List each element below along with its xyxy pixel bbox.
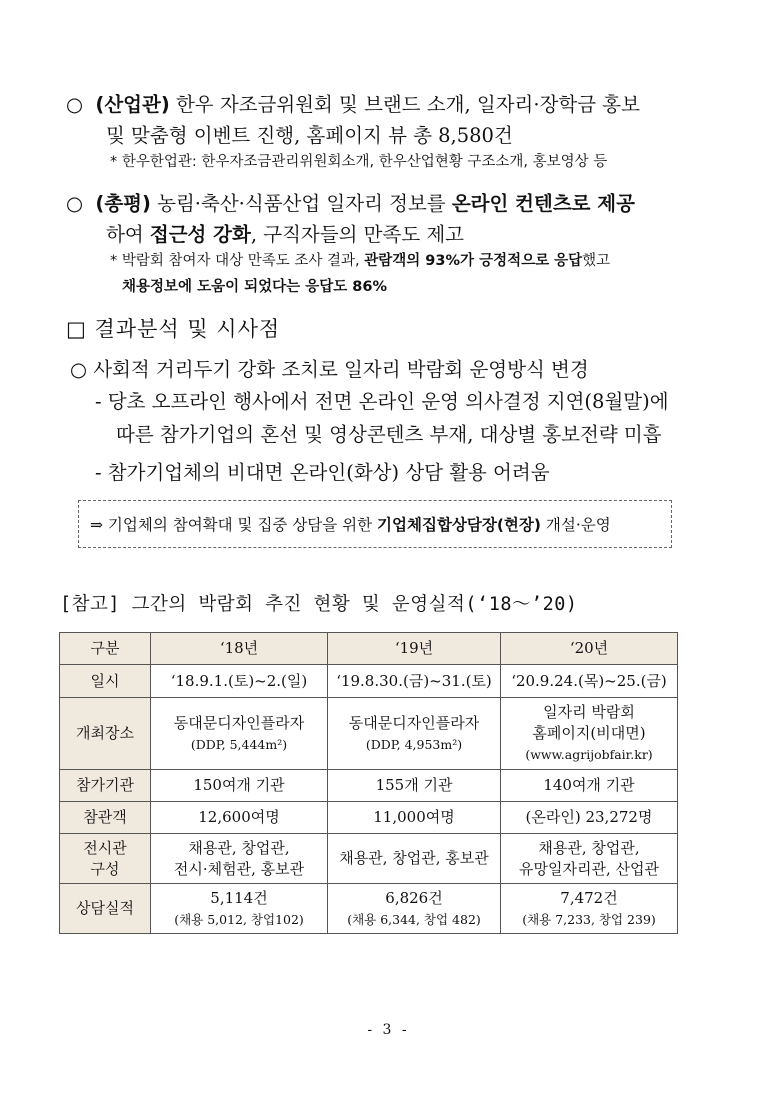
venue-2020-line1: 일자리 박람회 (543, 703, 635, 721)
analysis-dash2: - 참가기업체의 비대면 온라인(화상) 상담 활용 어려움 (95, 461, 550, 484)
industry-hall-text: 한우 자조금위원회 및 브랜드 소개, 일자리·장학금 홍보 (169, 93, 640, 116)
cell-2018: ‘18.9.1.(토)~2.(일) (151, 665, 328, 698)
conclusion-text-a: ⇒ 기업체의 참여확대 및 집중 상담을 위한 (90, 516, 378, 534)
table-row-date (60, 665, 678, 698)
bullet-marker: ○ (66, 192, 84, 215)
page-number: - 3 - (367, 1022, 410, 1038)
survey-note-line1 (110, 249, 610, 270)
cell-2020 (501, 698, 678, 770)
table-row-consult (60, 884, 678, 934)
survey-note-line2: 채용정보에 도움이 되었다는 응답도 86% (122, 279, 388, 295)
row-label: 참가기관 (60, 770, 151, 802)
row-label: 일시 (60, 665, 151, 698)
halls-2020-line1: 채용관, 창업관, (538, 838, 640, 857)
row-label (60, 834, 151, 884)
cell-2018 (151, 698, 328, 770)
row-label: 참관객 (60, 802, 151, 834)
industry-hall-label: (산업관) (95, 93, 170, 116)
cell-2020: ‘20.9.24.(목)~25.(금) (501, 665, 678, 698)
survey-note-c: 했고 (582, 253, 611, 269)
row-label-line1: 전시관 (83, 838, 127, 857)
cell-2018 (151, 884, 328, 934)
consult-2020-detail: (채용 7,233, 창업 239) (522, 911, 656, 927)
reference-title: [참고] 그간의 박람회 추진 현황 및 운영실적(‘18～’20) (60, 594, 578, 615)
cell-2020 (501, 884, 678, 934)
industry-hall-note: * 한우한업관: 한우자조금관리위원회소개, 한우산업현황 구조소개, 홍보영상 등 (110, 154, 608, 170)
header-2019: ‘19년 (328, 633, 501, 665)
consult-2019-detail: (채용 6,344, 창업 482) (347, 911, 481, 927)
cell-2019 (328, 698, 501, 770)
bullet-marker: ○ (66, 93, 84, 116)
summary-bullet-line1 (66, 188, 635, 216)
conclusion-text (90, 513, 611, 535)
header-2018: ‘18년 (151, 633, 328, 665)
halls-2018-line2: 전시·체험관, 홍보관 (173, 859, 305, 878)
row-label-line2: 구성 (90, 859, 120, 878)
analysis-heading: □ 결과분석 및 시사점 (66, 317, 281, 341)
industry-hall-bullet-line1 (66, 89, 640, 117)
cell-2018: 150여개 기관 (151, 770, 328, 802)
venue-2019-name: 동대문디자인플라자 (348, 713, 480, 732)
cell-2019 (328, 884, 501, 934)
venue-2020-line2: 홈페이지(비대면) (532, 724, 646, 742)
analysis-dash1-line1: - 당초 오프라인 행사에서 전면 온라인 운영 의사결정 지연(8월말)에 (95, 390, 669, 413)
consult-2018-detail: (채용 5,012, 창업102) (174, 911, 304, 927)
consult-2020-total: 7,472건 (560, 888, 618, 907)
table-row-halls (60, 834, 678, 884)
cell-2019: 채용관, 창업관, 홍보관 (328, 834, 501, 884)
conclusion-text-b: 기업체집합상담장(현장) (377, 516, 541, 534)
summary-bullet-line2 (106, 219, 464, 247)
cell-2020: (온라인) 23,272명 (501, 802, 678, 834)
halls-2018-line1: 채용관, 창업관, (188, 838, 290, 857)
cell-2019: ‘19.8.30.(금)~31.(토) (328, 665, 501, 698)
table-row-visitors (60, 802, 678, 834)
summary-line2-c: , 구직자들의 만족도 제고 (250, 223, 465, 246)
halls-2020-line2: 유망일자리관, 산업관 (519, 859, 659, 878)
row-label: 개최장소 (60, 698, 151, 770)
table-row-venue (60, 698, 678, 770)
consult-2019-total: 6,826건 (385, 888, 443, 907)
conclusion-text-c: 개설·운영 (540, 516, 611, 534)
cell-2020: 140여개 기관 (501, 770, 678, 802)
consult-2018-total: 5,114건 (210, 888, 268, 907)
summary-text-a: 농림·축산·식품산업 일자리 정보를 (150, 192, 452, 215)
summary-label: (총평) (95, 192, 151, 215)
summary-line2-a: 하여 (106, 223, 150, 246)
survey-note-b: 관람객의 93%가 긍정적으로 응답 (364, 253, 583, 269)
header-2020: ‘20년 (501, 633, 678, 665)
header-category: 구분 (60, 633, 151, 665)
cell-2018 (151, 834, 328, 884)
analysis-bullet: ○ 사회적 거리두기 강화 조치로 일자리 박람회 운영방식 변경 (70, 358, 589, 381)
summary-line2-b: 접근성 강화 (149, 223, 251, 246)
summary-text-b: 온라인 컨텐츠로 제공 (451, 192, 635, 215)
fair-history-table (59, 632, 678, 934)
cell-2020 (501, 834, 678, 884)
cell-2019: 155개 기관 (328, 770, 501, 802)
survey-note-a: * 박람회 참여자 대상 만족도 조사 결과, (110, 253, 365, 269)
row-label: 상담실적 (60, 884, 151, 934)
venue-2018-name: 동대문디자인플라자 (173, 713, 305, 732)
venue-2020-url: (www.agrijobfair.kr) (525, 747, 653, 762)
table-header-row (60, 633, 678, 665)
table-row-orgs (60, 770, 678, 802)
cell-2019: 11,000여명 (328, 802, 501, 834)
industry-hall-bullet-line2: 및 맞춤형 이벤트 진행, 홈페이지 뷰 총 8,580건 (106, 124, 513, 147)
venue-2018-detail: (DDP, 5,444m²) (190, 736, 288, 752)
cell-2018: 12,600여명 (151, 802, 328, 834)
venue-2019-detail: (DDP, 4,953m²) (365, 736, 463, 752)
analysis-dash1-line2: 따른 참가기업의 혼선 및 영상콘텐츠 부재, 대상별 홍보전략 미흡 (116, 423, 662, 446)
